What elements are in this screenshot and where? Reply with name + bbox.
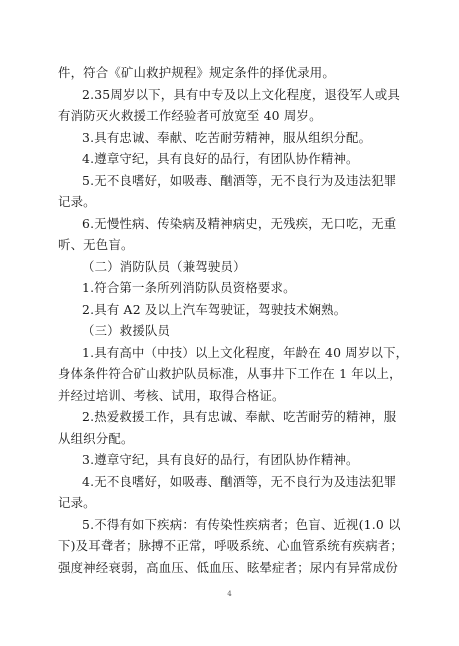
text-line: 2.热爱救援工作，具有忠诚、奉献、吃苦耐劳的精神，服 <box>82 409 397 424</box>
text-line: 5.无不良嗜好，如吸毒、酗酒等，无不良行为及违法犯罪 <box>82 172 397 188</box>
text-line: 4.遵章守纪，具有良好的品行，有团队协作精神。 <box>82 151 359 166</box>
section-heading: （三）救援队员 <box>82 323 171 338</box>
text-line: 2.具有 A2 及以上汽车驾驶证，驾驶技术娴熟。 <box>82 301 347 317</box>
text-line: 下)及耳聋者；脉搏不正常，呼吸系统、心血管系统有疾病者； <box>58 538 403 553</box>
text-line: 2.35周岁以下，具有中专及以上文化程度，退役军人或具 <box>82 86 400 102</box>
text-line: 记录。 <box>58 194 96 209</box>
text-line: 有消防灭火救援工作经验者可放宽至 40 周岁。 <box>58 108 322 123</box>
text-line: 5.不得有如下疾病：有传染性疾病者；色盲、近视(1.0 以 <box>82 516 401 532</box>
document-body <box>58 62 408 578</box>
page-number: 4 <box>227 590 232 598</box>
text-line: 3.遵章守纪，具有良好的品行，有团队协作精神。 <box>82 452 359 467</box>
text-line: 从组织分配。 <box>58 430 134 446</box>
text-line: 身体条件符合矿山救护队员标准，从事井下工作在 1 年以上， <box>58 366 402 381</box>
text-line: 3.具有忠诚、奉献、吃苦耐劳精神，服从组织分配。 <box>82 129 372 145</box>
text-line: 1.具有高中（中技）以上文化程度，年龄在 40 周岁以下， <box>82 344 408 360</box>
text-line: 听、无色盲。 <box>58 237 134 252</box>
section-heading: （二）消防队员（兼驾驶员） <box>82 258 246 274</box>
text-line: 件，符合《矿山救护规程》规定条件的择优录用。 <box>58 65 335 80</box>
text-line: 4.无不良嗜好，如吸毒、酗酒等，无不良行为及违法犯罪 <box>82 473 397 489</box>
text-line: 强度神经衰弱，高血压、低血压、眩晕症者；尿内有异常成份 <box>58 559 398 575</box>
text-line: 1.符合第一条所列消防队员资格要求。 <box>82 280 296 295</box>
text-line: 并经过培训、考核、试用，取得合格证。 <box>58 387 285 403</box>
text-line: 记录。 <box>58 495 96 510</box>
text-line: 6.无慢性病、传染病及精神病史，无残疾，无口吃，无重 <box>82 215 397 231</box>
